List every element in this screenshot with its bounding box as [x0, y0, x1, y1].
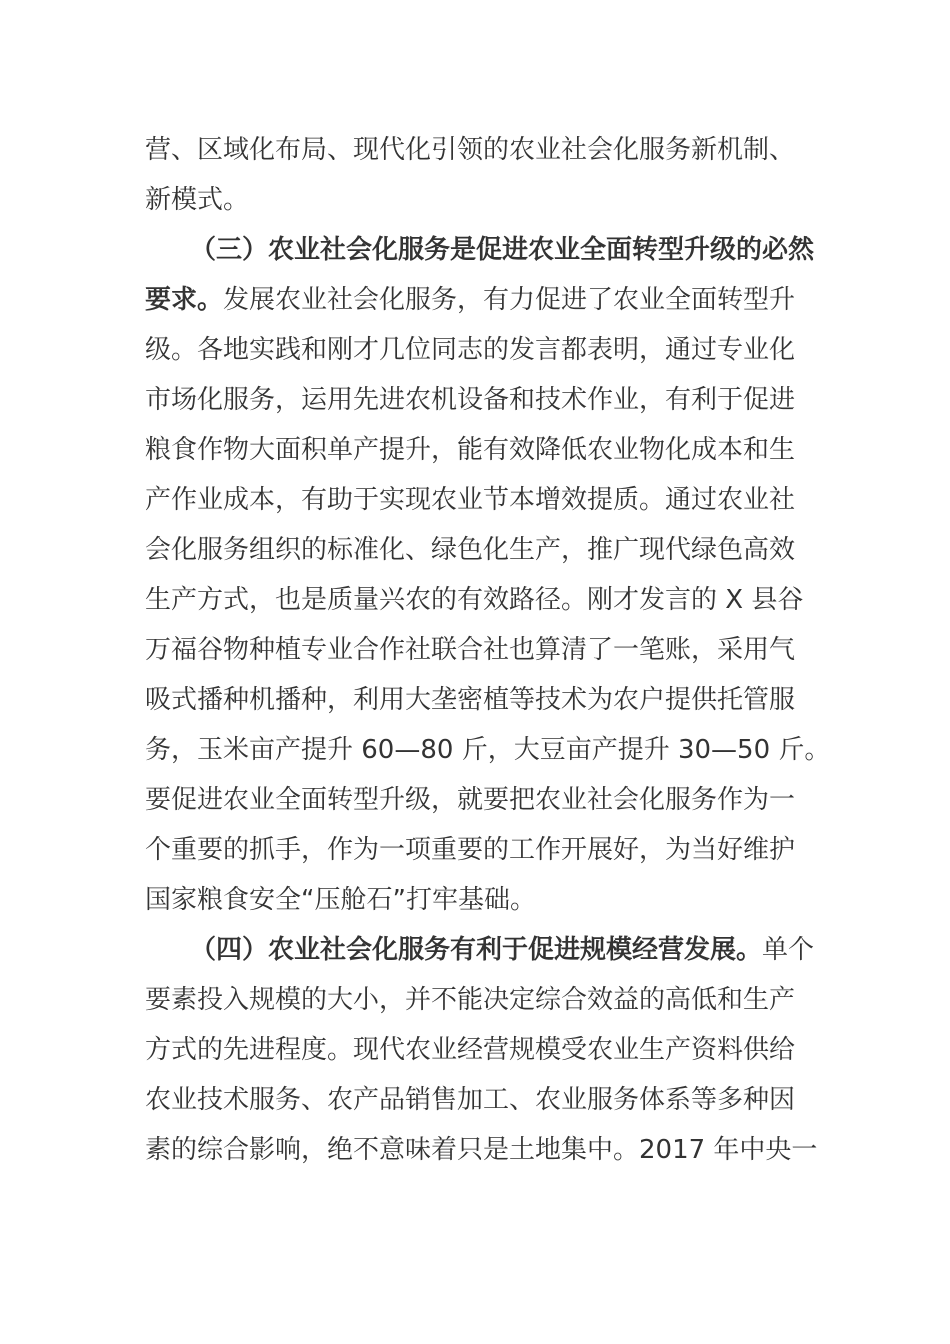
text-segment: 要促进农业全面转型升级，就要把农业社会化服务作为一	[145, 785, 796, 815]
text-line	[145, 183, 805, 217]
text-segment: 级。各地实践和刚才几位同志的发言都表明，通过专业化	[145, 335, 796, 365]
section-heading-4: （四）农业社会化服务有利于促进规模经营发展。	[190, 935, 763, 965]
text-line	[145, 1083, 805, 1117]
section-heading-line	[190, 233, 815, 267]
text-segment: 粮食作物大面积单产提升，能有效降低农业物化成本和生	[145, 435, 796, 465]
text-line	[145, 383, 805, 417]
text-segment: 要素投入规模的大小，并不能决定综合效益的高低和生产	[145, 985, 796, 1015]
text-segment: 生产方式，也是质量兴农的有效路径。刚才发言的 X 县谷	[145, 585, 804, 615]
section-heading-3-end: 要求。	[145, 285, 224, 315]
text-line	[145, 133, 805, 167]
text-segment: 市场化服务，运用先进农机设备和技术作业，有利于促进	[145, 385, 796, 415]
text-segment: 国家粮食安全“压舱石”打牢基础。	[145, 885, 536, 915]
text-segment: 产作业成本，有助于实现农业节本增效提质。通过农业社	[145, 485, 796, 515]
text-line	[145, 1033, 805, 1067]
text-line	[145, 283, 805, 317]
text-line	[145, 433, 805, 467]
text-line	[145, 533, 805, 567]
text-segment: 个重要的抓手，作为一项重要的工作开展好，为当好维护	[145, 835, 796, 865]
text-line	[145, 833, 805, 867]
text-line	[145, 1133, 818, 1167]
text-segment: 农业技术服务、农产品销售加工、农业服务体系等多种因	[145, 1085, 796, 1115]
text-segment: 发展农业社会化服务，有力促进了农业全面转型升	[223, 285, 796, 315]
text-line	[145, 783, 805, 817]
text-segment: 新模式。	[145, 185, 250, 215]
text-line	[145, 583, 805, 617]
text-segment: 吸式播种机播种，利用大垄密植等技术为农户提供托管服	[145, 685, 796, 715]
section-heading-line	[190, 933, 815, 967]
text-segment: 素的综合影响，绝不意味着只是土地集中。2017 年中央一	[145, 1135, 818, 1165]
text-line	[145, 883, 805, 917]
text-line	[145, 633, 805, 667]
text-line	[145, 683, 805, 717]
section-heading-3: （三）农业社会化服务是促进农业全面转型升级的必然	[190, 235, 815, 265]
text-segment: 营、区域化布局、现代化引领的农业社会化服务新机制、	[145, 135, 796, 165]
text-segment: 会化服务组织的标准化、绿色化生产，推广现代绿色高效	[145, 535, 796, 565]
text-segment: 方式的先进程度。现代农业经营规模受农业生产资料供给	[145, 1035, 796, 1065]
text-line	[145, 483, 805, 517]
text-line	[145, 983, 805, 1017]
text-line	[145, 333, 805, 367]
text-segment: 万福谷物种植专业合作社联合社也算清了一笔账，采用气	[145, 635, 796, 665]
text-segment: 单个	[762, 935, 815, 965]
text-line	[145, 733, 831, 767]
text-segment: 务，玉米亩产提升 60—80 斤，大豆亩产提升 30—50 斤。	[145, 735, 831, 765]
